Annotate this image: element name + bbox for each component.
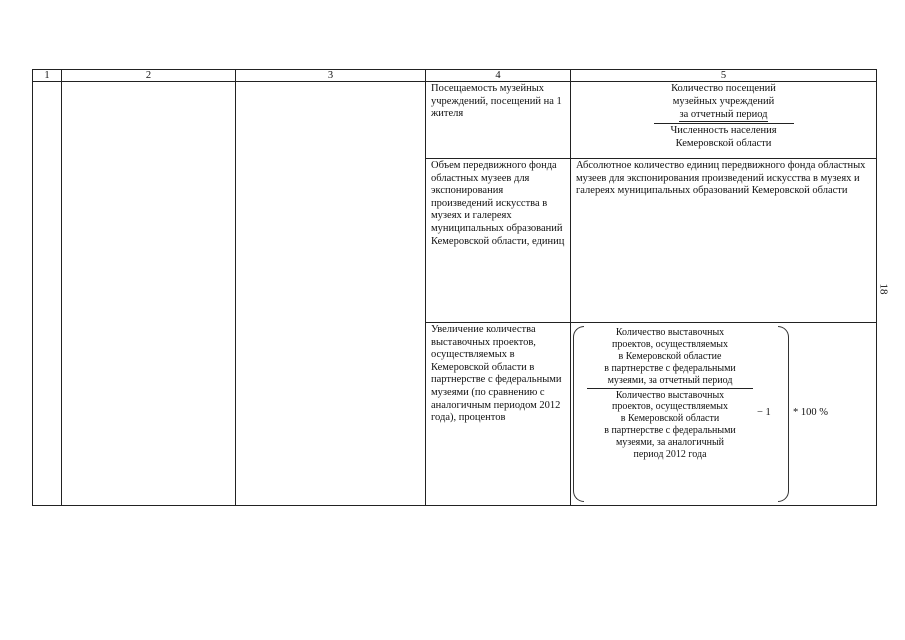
times-hundred-percent: * 100 % xyxy=(793,407,828,418)
numerator-line: музейных учреждений xyxy=(672,95,775,107)
table-row xyxy=(33,82,877,159)
fraction-formula xyxy=(576,83,871,151)
indicator-cell: Объем передвижного фонда областных музеев для экспонирования произведений искусства в музеях и галереях муниципальных образований Кемеровской области, единиц xyxy=(426,159,571,323)
numerator-line: Количество посещений xyxy=(671,83,776,94)
numerator-line: за отчетный период xyxy=(576,109,871,123)
col-number-4: 4 xyxy=(426,70,571,82)
method-cell: Абсолютное количество единиц передвижного фонда областных музеев для экспонирования произведений искусства в музеях и галереях муниципальных образований Кемеровской области xyxy=(571,159,877,323)
right-parenthesis xyxy=(778,326,789,502)
empty-cell-col2 xyxy=(62,82,236,506)
col-number-5: 5 xyxy=(571,70,877,82)
denominator-line: Кемеровской области xyxy=(675,138,772,150)
page-number: 18 xyxy=(877,283,890,295)
percentage-formula xyxy=(571,323,876,503)
fraction-formula xyxy=(581,327,759,461)
col-number-2: 2 xyxy=(62,70,236,82)
fraction-bar xyxy=(587,388,753,389)
formula-cell xyxy=(571,323,877,506)
numerator-line: музеями, за отчетный период xyxy=(607,374,733,386)
numerator-line: проектов, осуществляемых xyxy=(611,338,728,350)
indicators-table xyxy=(32,69,877,506)
denominator-line: Численность населения xyxy=(670,125,777,137)
formula-cell xyxy=(571,82,877,159)
denominator-line: проектов, осуществляемых xyxy=(611,401,728,413)
numerator-line: в Кемеровской областие xyxy=(618,350,722,362)
indicator-cell: Посещаемость музейных учреждений, посещений на 1 жителя xyxy=(426,82,571,159)
denominator-line: Количество выставочных xyxy=(615,389,725,401)
denominator-line: в Кемеровской области xyxy=(620,413,720,425)
empty-cell-col3 xyxy=(236,82,426,506)
numerator-line: в партнерстве с федеральными xyxy=(604,362,736,374)
denominator-line: в партнерстве с федеральными xyxy=(604,425,736,437)
empty-cell-col1 xyxy=(33,82,62,506)
fraction-bar xyxy=(654,123,794,124)
col-number-3: 3 xyxy=(236,70,426,82)
indicator-cell: Увеличение количества выставочных проектов, осуществляемых в Кемеровской области в партнерстве с федеральными музеями (по сравнению с аналогичным периодом 2012 года), процентов xyxy=(426,323,571,506)
col-number-1: 1 xyxy=(33,70,62,82)
numerator-line: Количество выставочных xyxy=(615,327,725,338)
header-row xyxy=(33,70,877,82)
denominator-line: период 2012 года xyxy=(633,449,707,461)
denominator-line: музеями, за аналогичный xyxy=(615,437,725,449)
minus-one: − 1 xyxy=(757,407,771,418)
